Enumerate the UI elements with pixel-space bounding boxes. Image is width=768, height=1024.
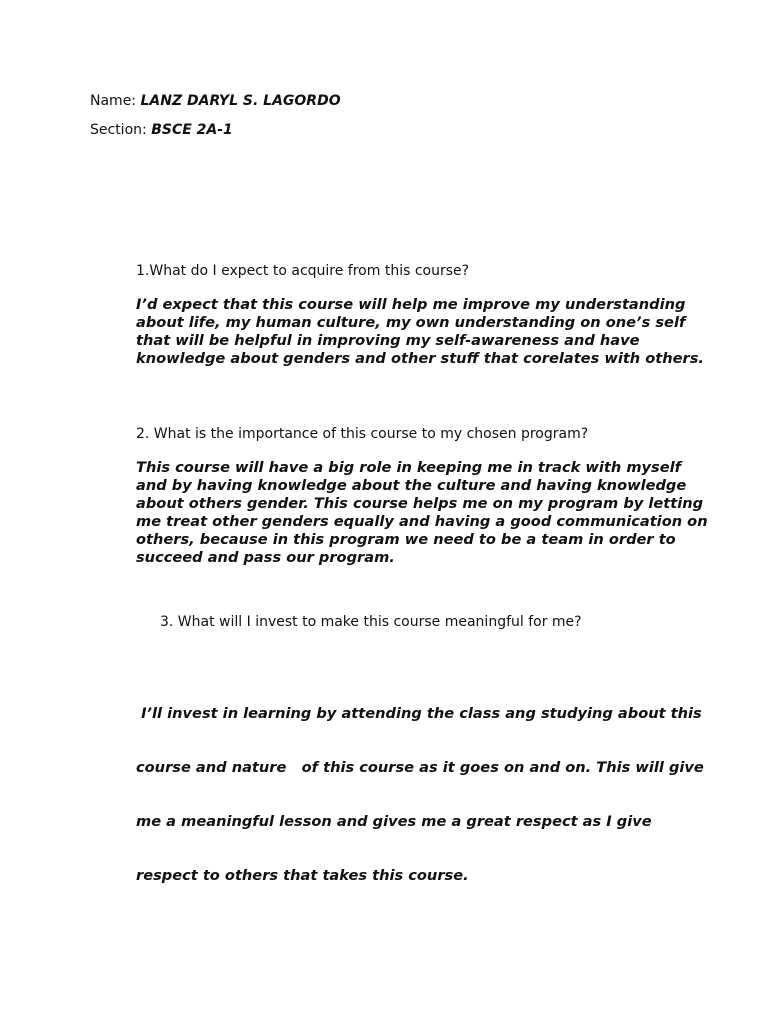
answer-3-line: I’ll invest in learning by attending the class ang studying about this xyxy=(136,705,702,722)
answer-2-line: about others gender. This course helps me on my program by letting xyxy=(136,495,704,512)
answer-1 xyxy=(136,296,704,368)
answer-1-line: about life, my human culture, my own understanding on one’s self xyxy=(136,314,686,331)
answer-3 xyxy=(136,669,704,903)
answer-3-line: respect to others that takes this course. xyxy=(136,867,469,884)
answer-1-line: I’d expect that this course will help me improve my understanding xyxy=(136,296,686,313)
answer-3-line: course and nature of this course as it goes on and on. This will give xyxy=(136,759,704,776)
section-label: Section: xyxy=(90,122,147,138)
section-value: BSCE 2A-1 xyxy=(151,122,233,138)
student-name: LANZ DARYL S. LAGORDO xyxy=(140,93,341,109)
section-line xyxy=(90,121,233,139)
answer-2-line: and by having knowledge about the culture and having knowledge xyxy=(136,477,687,494)
question-1: 1.What do I expect to acquire from this course? xyxy=(136,263,470,279)
answer-2-line: me treat other genders equally and having a good communication on xyxy=(136,513,708,530)
answer-2 xyxy=(136,459,708,567)
answer-2-line: succeed and pass our program. xyxy=(136,549,395,566)
name-label: Name: xyxy=(90,93,137,109)
answer-1-line: knowledge about genders and other stuff that corelates with others. xyxy=(136,350,704,367)
name-line xyxy=(90,92,341,110)
answer-2-line: others, because in this program we need to be a team in order to xyxy=(136,531,676,548)
question-2: 2. What is the importance of this course to my chosen program? xyxy=(136,426,589,442)
answer-3-line: me a meaningful lesson and gives me a great respect as I give xyxy=(136,813,652,830)
question-3: 3. What will I invest to make this course meaningful for me? xyxy=(160,614,582,630)
answer-1-line: that will be helpful in improving my self-awareness and have xyxy=(136,332,640,349)
answer-2-line: This course will have a big role in keeping me in track with myself xyxy=(136,459,681,476)
